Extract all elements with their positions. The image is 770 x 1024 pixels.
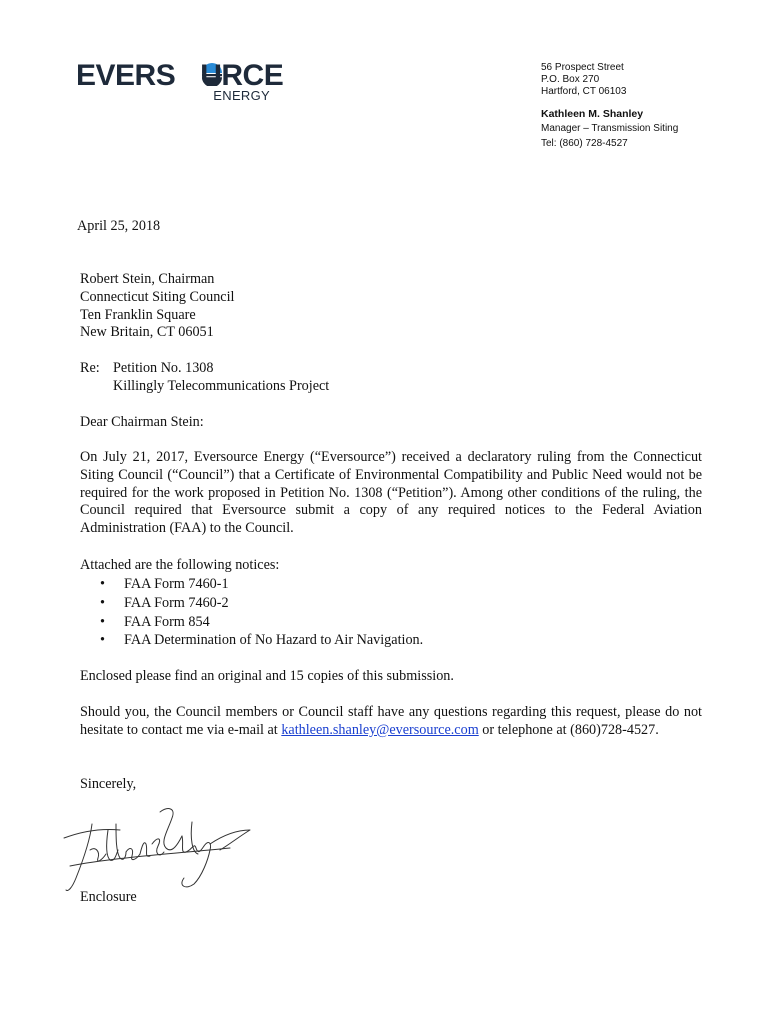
- logo-subtitle: ENERGY: [213, 88, 270, 103]
- body-paragraph-contact: [80, 704, 702, 740]
- body-paragraph-enclosed: Enclosed please find an original and 15 copies of this submission.: [80, 668, 454, 684]
- letter-date: April 25, 2018: [77, 218, 161, 234]
- letterhead-city: Hartford, CT 06103: [541, 86, 627, 97]
- company-logo: [76, 59, 284, 104]
- notice-label: FAA Form 7460-2: [124, 594, 229, 611]
- enclosure-note: Enclosure: [80, 889, 137, 905]
- attached-notices-intro: Attached are the following notices:: [80, 557, 280, 573]
- notice-label: FAA Determination of No Hazard to Air Navigation.: [124, 632, 424, 649]
- salutation: Dear Chairman Stein:: [80, 414, 204, 430]
- subject-label: Re:: [80, 360, 100, 376]
- letterhead-street: 56 Prospect Street: [541, 62, 624, 73]
- notices-list: [80, 575, 423, 650]
- closing: Sincerely,: [80, 776, 137, 792]
- bullet-icon: •: [100, 632, 105, 649]
- bullet-icon: •: [100, 613, 105, 630]
- recipient-address: [80, 271, 234, 342]
- letterhead-address: [541, 62, 761, 150]
- letterhead-telephone: Tel: (860) 728-4527: [541, 138, 628, 149]
- letterhead-sender-name: Kathleen M. Shanley: [541, 108, 644, 120]
- contact-text-before: Should you, the Council members or Council staff have any questions regarding this request, please do not hesitate to contact me via e-mail at: [80, 704, 702, 738]
- notice-label: FAA Form 7460-1: [124, 576, 229, 592]
- list-item: [80, 631, 423, 650]
- body-paragraph-ruling: On July 21, 2017, Eversource Energy (“Eversource”) received a declaratory ruling from the Connecticut Siting Council (“Council”) that a Certificate of Environmental Compatibility and Public Need would not be required for the work proposed in Petition No. 1308 (“Petition”). Among other conditions of the ruling, the Council required that Eversource submit a copy of any required notices to the Federal Aviation Administration (FAA) to the Council.: [80, 449, 702, 537]
- list-item: [80, 594, 423, 613]
- logo-wordmark-end: URCE: [200, 59, 284, 92]
- recipient-organization: Connecticut Siting Council: [80, 288, 235, 305]
- subject-reference: [80, 360, 329, 396]
- email-link[interactable]: kathleen.shanley@eversource.com: [281, 721, 479, 738]
- letterhead-sender-title: Manager – Transmission Siting: [541, 123, 679, 134]
- list-item: [80, 613, 423, 632]
- recipient-city: New Britain, CT 06051: [80, 324, 214, 341]
- bullet-icon: •: [100, 576, 105, 592]
- notice-label: FAA Form 854: [124, 613, 210, 630]
- recipient-name: Robert Stein, Chairman: [80, 271, 215, 287]
- subject-petition-number: Petition No. 1308: [113, 360, 214, 376]
- bullet-icon: •: [100, 594, 105, 611]
- handwritten-signature: [60, 800, 260, 895]
- list-item: [80, 575, 423, 594]
- contact-text-after: or telephone at (860)728-4527.: [478, 721, 659, 738]
- recipient-street: Ten Franklin Square: [80, 306, 196, 323]
- logo-wordmark-start: EVERS: [76, 59, 176, 92]
- letterhead-po-box: P.O. Box 270: [541, 74, 600, 85]
- subject-project-name: Killingly Telecommunications Project: [113, 377, 330, 394]
